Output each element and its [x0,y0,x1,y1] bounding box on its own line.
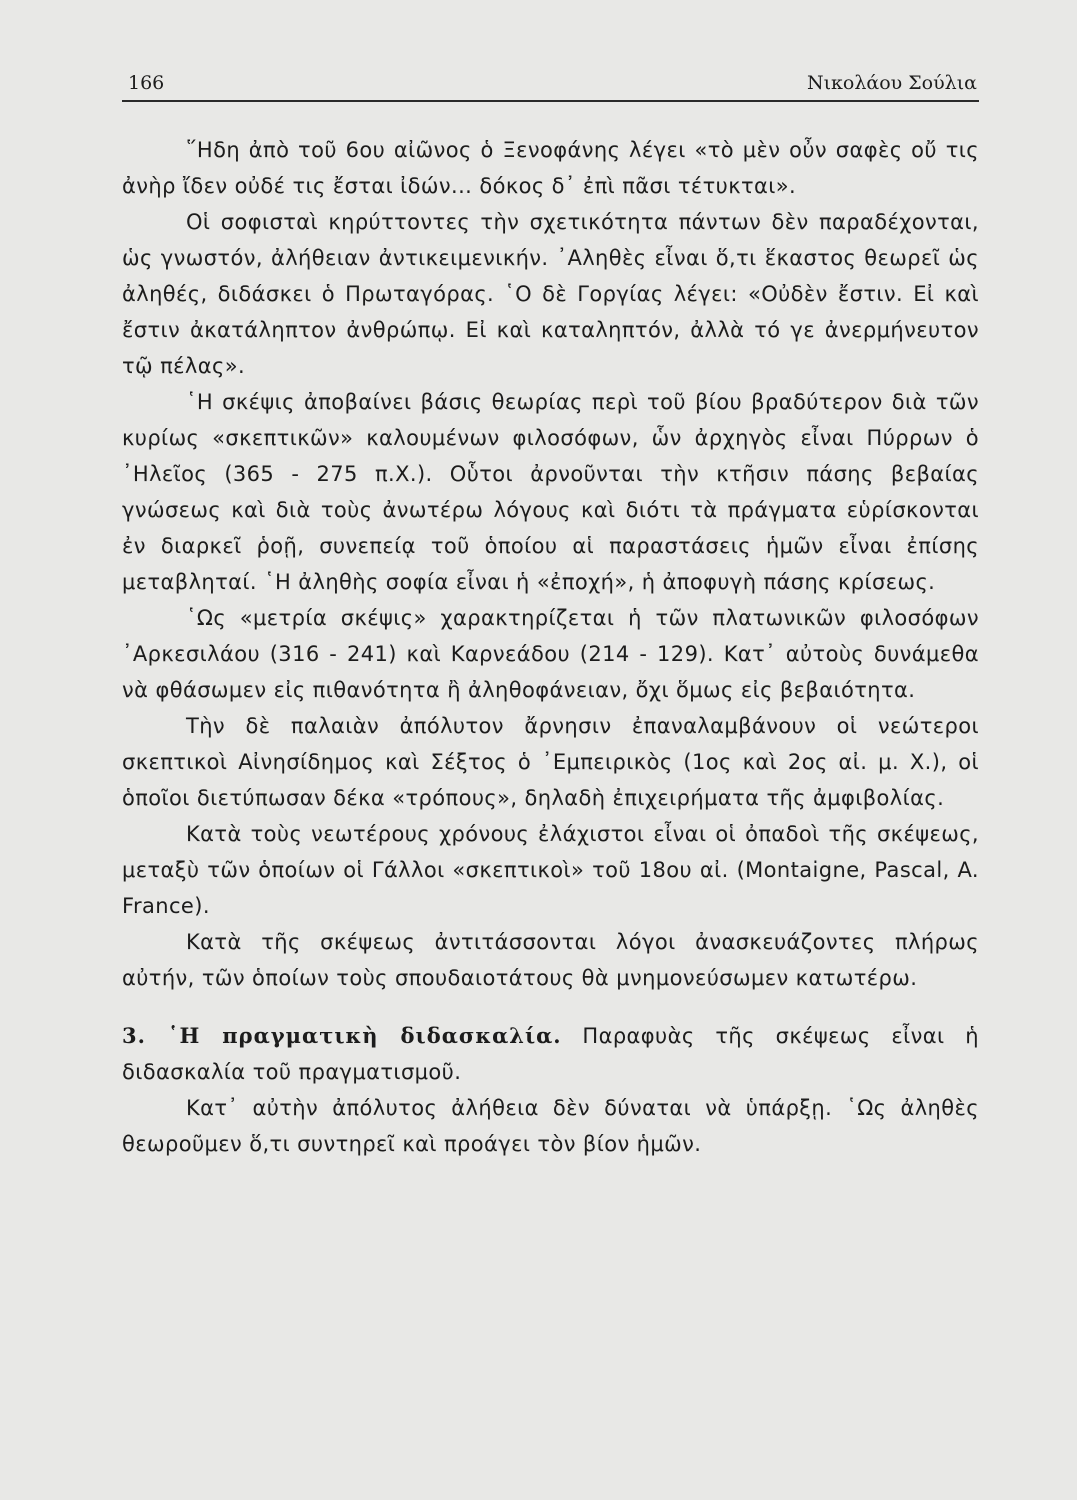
section-heading: 3. ῾Η πραγματικὴ διδασκαλία. [122,1023,562,1048]
paragraph-xenophanes: ῞Ηδη ἀπὸ τοῦ 6ου αἰῶνος ὁ Ξενοφάνης λέγει «τὸ μὲν οὖν σαφὲς οὔ τις ἀνὴρ ἴδεν οὐδέ τις ἔσται ἰδών... δόκος δ᾽ ἐπὶ πᾶσι τέτυκται». [122,138,979,198]
running-header [122,68,979,102]
paragraph-pragmatism-truth: Κατ᾽ αὐτὴν ἀπόλυτος ἀλήθεια δὲν δύναται νὰ ὑπάρξῃ. ῾Ως ἀληθὲς θεωροῦμεν ὅ,τι συντηρεῖ καὶ προάγει τὸν βίον ἡμῶν. [122,1096,979,1156]
paragraph-objections: Κατὰ τῆς σκέψεως ἀντιτάσσονται λόγοι ἀνασκευάζοντες πλήρως αὐτήν, τῶν ὁποίων τοὺς σπουδαιοτάτους θὰ μνημονεύσωμεν κατωτέρω. [122,930,979,990]
body-text [122,132,979,1162]
page-number: 166 [128,72,165,94]
paragraph-moderate-skepticism: ῾Ως «μετρία σκέψις» χαρακτηρίζεται ἡ τῶν πλατωνικῶν φιλοσόφων ᾽Αρκεσιλάου (316 - 241) καὶ Καρνεάδου (214 - 129). Κατ᾽ αὐτοὺς δυνάμεθα νὰ φθάσωμεν εἰς πιθανότητα ἢ ἀληθοφάνειαν, ὄχι ὅμως εἰς βεβαιότητα. [122,606,979,702]
section-pragmatism [122,1018,979,1090]
section-intro-text: Παραφυὰς τῆς σκέψεως εἶναι ἡ διδασκαλία τοῦ πραγματισμοῦ. [122,1024,979,1084]
paragraph-pyrrho: ῾Η σκέψις ἀποβαίνει βάσις θεωρίας περὶ τοῦ βίου βραδύτερον διὰ τῶν κυρίως «σκεπτικῶν» καλουμένων φιλοσόφων, ὧν ἀρχηγὸς εἶναι Πύρρων ὁ ᾽Ηλεῖος (365 - 275 π.Χ.). Οὗτοι ἀρνοῦνται τὴν κτῆσιν πάσης βεβαίας γνώσεως καὶ διὰ τοὺς ἀνωτέρω λόγους καὶ διότι τὰ πράγματα εὑρίσκονται ἐν διαρκεῖ ῥοῇ, συνεπείᾳ τοῦ ὁποίου αἱ παραστάσεις ἡμῶν εἶναι ἐπίσης μεταβληταί. ῾Η ἀληθὴς σοφία εἶναι ἡ «ἐποχή», ἡ ἀποφυγὴ πάσης κρίσεως. [122,390,979,594]
paragraph-sophists: Οἱ σοφισταὶ κηρύττοντες τὴν σχετικότητα πάντων δὲν παραδέχονται, ὡς γνωστόν, ἀλήθειαν ἀντικειμενικήν. ᾽Αληθὲς εἶναι ὅ,τι ἕκαστος θεωρεῖ ὡς ἀληθές, διδάσκει ὁ Πρωταγόρας. ῾Ο δὲ Γοργίας λέγει: «Οὐδὲν ἔστιν. Εἰ καὶ ἔστιν ἀκατάληπτον ἀνθρώπῳ. Εἰ καὶ καταληπτόν, ἀλλὰ τό γε ἀνερμήνευτον τῷ πέλας». [122,210,979,378]
paragraph-later-skeptics: Τὴν δὲ παλαιὰν ἀπόλυτον ἄρνησιν ἐπαναλαμβάνουν οἱ νεώτεροι σκεπτικοὶ Αἰνησίδημος καὶ Σέξτος ὁ ᾽Εμπειρικὸς (1ος καὶ 2ος αἰ. μ. Χ.), οἱ ὁποῖοι διετύπωσαν δέκα «τρόπους», δηλαδὴ ἐπιχειρήματα τῆς ἀμφιβολίας. [122,714,979,810]
running-head-author: Νικολάου Σούλια [806,72,977,94]
paragraph-modern-times: Κατὰ τοὺς νεωτέρους χρόνους ἐλάχιστοι εἶναι οἱ ὀπαδοὶ τῆς σκέψεως, μεταξὺ τῶν ὁποίων οἱ Γάλλοι «σκεπτικοὶ» τοῦ 18ου αἰ. (Montaigne, Pascal, A. France). [122,822,979,918]
